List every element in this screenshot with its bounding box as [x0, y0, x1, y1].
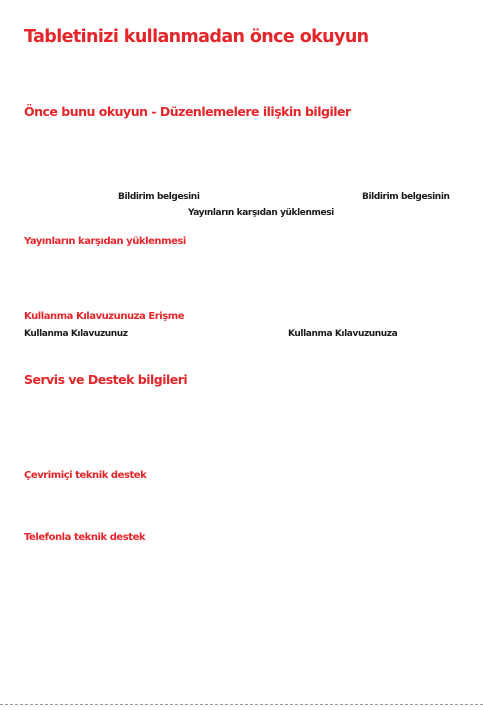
page-title: Tabletinizi kullanmadan önce okuyun [24, 27, 369, 47]
phone-support-heading: Telefonla teknik destek [24, 532, 146, 543]
bottom-rule [0, 704, 483, 705]
guide-fragment-left: Kullanma Kılavuzunuz [24, 329, 128, 339]
guide-heading: Kullanma Kılavuzunuza Erişme [24, 311, 185, 322]
bildirim-fragment-right: Bildirim belgesinin [362, 192, 450, 202]
bildirim-fragment-left: Bildirim belgesini [118, 192, 200, 202]
download-heading: Yayınların karşıdan yüklenmesi [24, 236, 186, 247]
regulatory-heading: Önce bunu okuyun - Düzenlemelere ilişkin bilgiler [24, 104, 351, 119]
download-inline-fragment: Yayınların karşıdan yüklenmesi [188, 208, 334, 218]
online-support-heading: Çevrimiçi teknik destek [24, 470, 147, 481]
guide-fragment-right: Kullanma Kılavuzunuza [288, 329, 398, 339]
service-heading: Servis ve Destek bilgileri [24, 372, 188, 387]
